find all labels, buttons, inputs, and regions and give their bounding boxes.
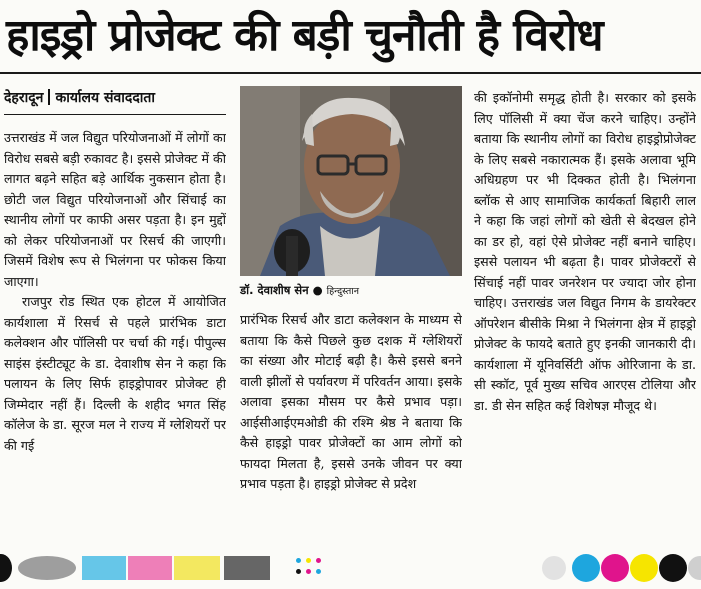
byline-place: देहरादून [4,90,44,106]
paragraph: प्रारंभिक रिसर्च और डाटा कलेक्शन के माध्यम से बताया कि कैसे पिछले कुछ दशक में ग्लेशियरों का संख्या और मोटाई बढ़ी है। कैसे इससे बनने वाली झीलों से पर्यावरण में परिवर्तन आया। इसके अलावा इसका मौसम पर कैसे प्रभाव पड़ा। आईसीआईएमओडी की रश्मि श्रेष्ठ ने बताया कि कैसे हाइड्रो पावर प्रोजेक्टों का आम लोगों को फायदा मिलता है, इससे उनके जीवन पर क्या प्रभाव पड़ता है। हाइड्रो प्रोजेक्ट से प्रदेश [240,312,462,491]
speaker-portrait-image [240,86,462,276]
byline [4,88,155,107]
registration-half-circle [0,554,12,582]
paragraph: राजपुर रोड स्थित एक होटल में आयोजित कार्यशाला में रिसर्च से पहले प्रारंभिक डाटा कलेक्शन और पॉलिसी पर चर्चा की गई। पीपुल्स साइंस इंस्टीट्यूट के डा. देवाशीष सेन ने कहा कि पलायन के लिए सिर्फ हाइड्रोपावर प्रोजेक्ट ही जिम्मेदार नहीं हैं। दिल्ली के शहीद भगत सिंह कॉलेज के डा. सूरज मल ने राज्य में ग्लेशियरों पर की गई [4,294,226,453]
tint-swatch [174,556,220,580]
black-circle [659,554,687,582]
magenta-circle [601,554,629,582]
photo-caption [240,283,462,298]
article-column-3 [474,88,696,558]
gray-ellipse-mark [18,556,76,580]
print-color-bar [0,548,701,589]
caption-name: डॉ. देवाशीष सेन [240,283,309,297]
tint-swatch [224,556,270,580]
light-gray-circle [542,556,566,580]
byline-separator [48,89,50,105]
byline-rule [4,114,226,115]
article-column-1 [4,128,226,558]
tint-swatch [82,556,126,580]
gray-circle [688,556,701,580]
cyan-circle [572,554,600,582]
speaker-photo [240,86,462,276]
byline-desk: कार्यालय संवाददाता [55,90,156,106]
registration-dots [296,558,326,578]
paragraph: की इकॉनोमी समृद्ध होती है। सरकार को इसके लिए पॉलिसी में क्या चेंज करने चाहिए। उन्होंने बताया कि स्थानीय लोगों का विरोध हाइड्रोप्रोजेक्ट के लिए सबसे नकारात्मक हैं। इसके अलावा भूमि अधिग्रहण पर भी दिक्कत होती है। भिलंगना ब्लॉक से आए सामाजिक कार्यकर्ता बिहारी लाल ने कहा कि जहां लोगों को खेती से बेदखल होने का डर हो, वहां ऐसे प्रोजेक्ट नहीं बनाने चाहिए। इससे पलायन भी बढ़ता है। पावर प्रोजेक्टरों से सिंचाई नहीं पावर जनरेशन पर ज्यादा जोर होना चाहिए। उत्तराखंड जल विद्युत निगम के डायरेक्टर ऑपरेशन बीसीके मिश्रा ने भिलंगना क्षेत्र में हाइड्रो प्रोजेक्ट के फायदे बताते हुए इनकी जानकारी दी। कार्यशाला में यूनिवर्सिटी ऑफ ओरिजाना के डा. सी स्कॉट, पूर्व मुख्य सचिव आरएस टोलिया और डा. डी सेन सहित कई विशेषज्ञ मौजूद थे। [474,90,696,413]
headline-rule [0,72,701,74]
yellow-circle [630,554,658,582]
caption-bullet: ● [312,283,323,297]
paragraph: उत्तराखंड में जल विद्युत परियोजनाओं में लोगों का विरोध सबसे बड़ी रुकावट है। इससे प्रोजेक्ट में की लागत बढ़ने सहित बड़े आर्थिक नुकसान होता है। छोटी जल विद्युत परियोजनाओं और सिंचाई का स्थानीय लोगों पर काफी असर पड़ता है। इन मुद्दों को लेकर परियोजनाओं पर रिसर्च की जाएगी। जिसमें विशेष रूप से भिलंगना पर फोकस किया जाएगा। [4,130,226,289]
headline: हाइड्रो प्रोजेक्ट की बड़ी चुनौती है विरोध [6,10,603,61]
tint-swatch [128,556,172,580]
article-column-2 [240,310,462,560]
headline-area [0,0,701,72]
caption-credit: हिन्दुस्तान [326,286,360,297]
